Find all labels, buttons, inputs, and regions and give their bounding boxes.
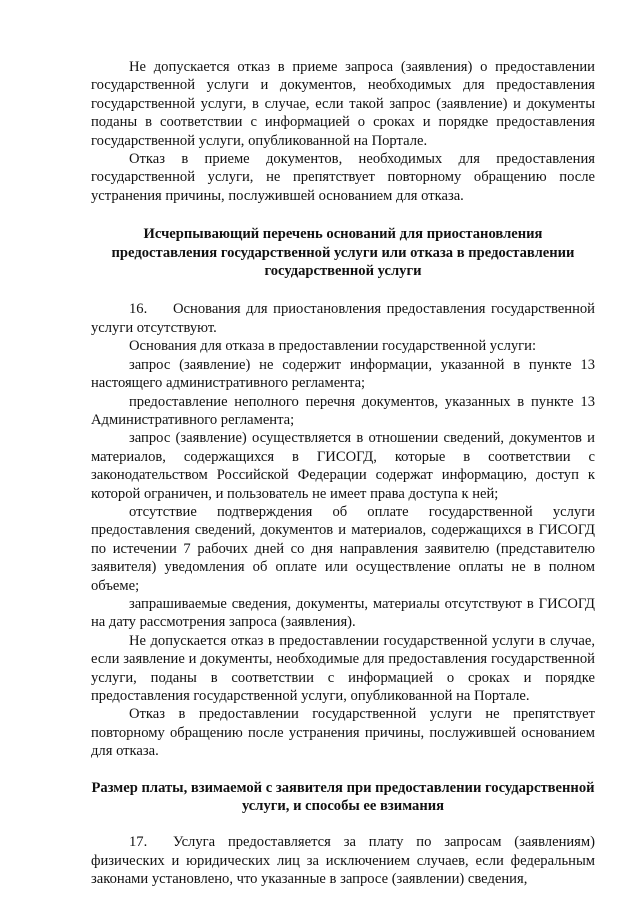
spacer bbox=[91, 761, 595, 779]
paragraph-refusal-not-obstacle: Отказ в приеме документов, необходимых для предоставления государственной услуги, не препятствует повторному обращению после устранения причины, послужившей основанием для отказа. bbox=[91, 151, 595, 204]
spacer bbox=[91, 815, 595, 833]
paragraph-grounds-intro: Основания для отказа в предоставлении государственной услуги: bbox=[129, 338, 536, 355]
paragraph-ground-absent: запрашиваемые сведения, документы, материалы отсутствуют в ГИСОГД на дату рассмотрения запроса (заявления). bbox=[91, 595, 595, 631]
paragraph-refusal-not-allowed: Не допускается отказ в предоставлении государственной услуги в случае, если заявление и документы, необходимые для предоставления государственной услуги, поданы в соответствии с информацией о сроках и порядке предоставления государственной услуги, опубликованной на Портале. bbox=[91, 632, 595, 704]
item-text: Основания для приостановления предоставления государственной услуги отсутствуют. bbox=[91, 301, 595, 336]
spacer bbox=[91, 280, 595, 300]
document-page bbox=[91, 58, 595, 889]
item-16 bbox=[91, 300, 595, 337]
paragraph-refusal-not-obstacle-2: Отказ в предоставлении государственной услуги не препятствует повторному обращению после устранения причины, послужившей основанием для отказа. bbox=[91, 706, 595, 760]
item-number: 16. bbox=[129, 301, 148, 318]
paragraph-refusal-acceptance: Не допускается отказ в приеме запроса (заявления) о предоставлении государственной услуги и документов, необходимых для предоставления государственной услуги, в случае, если такой запрос (заявление) и документы поданы в соответствии с информацией о сроках и порядке предоставления государственной услуги, опубликованной на Портале. bbox=[91, 59, 595, 149]
paragraph-ground-no-info: запрос (заявление) не содержит информации, указанной в пункте 13 настоящего административного регламента; bbox=[91, 356, 595, 392]
item-17 bbox=[91, 833, 595, 888]
paragraph-ground-restricted: запрос (заявление) осуществляется в отношении сведений, документов и материалов, содержащихся в ГИСОГД, которые в соответствии с законодательством Российской Федерации содержат информацию, доступ к которой ограничен, и пользователь не имеет права доступа к ней; bbox=[91, 430, 595, 502]
paragraph-ground-no-payment: отсутствие подтверждения об оплате государственной услуги предоставления сведений, документов и материалов, содержащихся в ГИСОГД по истечении 7 рабочих дней со дня направления заявителю (представителю заявителя) уведомления об оплате или осуществление оплаты не в полном объеме; bbox=[91, 503, 595, 594]
item-text: Услуга предоставляется за плату по запросам (заявлениям) физических и юридических лиц за исключением случаев, если федеральным законами установлено, что указанные в запросе (заявлении) сведения, bbox=[91, 834, 595, 888]
spacer bbox=[91, 205, 595, 225]
item-number: 17. bbox=[129, 834, 148, 851]
section-heading-fee: Размер платы, взимаемой с заявителя при предоставлении государственной услуги, и способы ее взимания bbox=[91, 779, 595, 815]
section-heading-grounds: Исчерпывающий перечень оснований для приостановления предоставления государственной услуги или отказа в предоставлении государственной услуги bbox=[111, 226, 575, 280]
paragraph-ground-incomplete: предоставление неполного перечня документов, указанных в пункте 13 Административного регламента; bbox=[91, 393, 595, 428]
